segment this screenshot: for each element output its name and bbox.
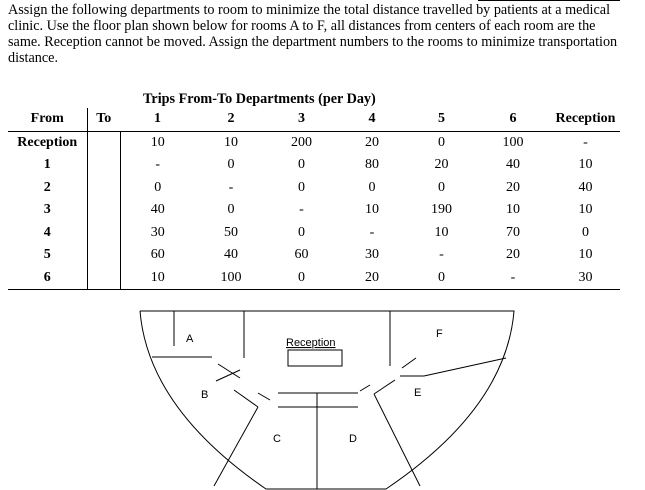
floor-plan [0, 300, 645, 490]
table-cell: 0 [298, 179, 305, 195]
table-cell: 20 [506, 179, 520, 195]
to-cell [87, 199, 120, 222]
room-label: B [201, 389, 209, 401]
table-row [8, 222, 620, 245]
table-cell: - [228, 179, 234, 195]
trips-table [8, 108, 620, 290]
table-row [8, 244, 620, 267]
table-cell: 10 [506, 202, 520, 218]
table-cell: 60 [150, 247, 165, 263]
table-title: Trips From-To Departments (per Day) [143, 91, 376, 107]
table-cell: 20 [434, 157, 449, 173]
row-label: 1 [8, 154, 87, 177]
room-label: C [273, 433, 281, 445]
column-header: Reception [551, 108, 620, 131]
column-header: 6 [475, 108, 551, 131]
table-row [8, 177, 620, 200]
table-cell: 200 [291, 134, 312, 150]
table-cell: 0 [408, 267, 475, 290]
to-cell [87, 177, 120, 200]
instructions-text: Assign the following departments to room to minimize the total distance travelled by patients at a medical clinic. Use the floor plan shown below for rooms A to F, all distances from centers of each room are the same. Reception cannot be moved. Assign the department numbers to the rooms to minimize transportation distance. [8, 2, 618, 66]
table-cell: - [369, 224, 375, 240]
table-cell: - [439, 247, 444, 263]
table-cell: 10 [578, 202, 593, 218]
table-cell: 10 [434, 224, 449, 240]
room-label: A [186, 333, 194, 345]
table-cell: 40 [150, 202, 165, 218]
row-label: 5 [8, 244, 87, 267]
wall [258, 393, 270, 400]
to-cell [87, 244, 120, 267]
table-cell: 0 [298, 157, 305, 173]
table-cell: 10 [578, 157, 593, 173]
table-cell: - [299, 202, 304, 218]
table-cell: 40 [578, 179, 593, 195]
from-header: From [8, 108, 87, 131]
wall [374, 380, 395, 394]
table-cell: 30 [551, 267, 620, 290]
table-cell: 50 [224, 224, 238, 240]
table-cell: 10 [120, 267, 195, 290]
table-cell: 10 [224, 134, 238, 150]
table-cell: 0 [438, 134, 445, 150]
row-label: Reception [8, 131, 87, 154]
table-cell: 20 [506, 247, 520, 263]
room-label: E [414, 387, 422, 399]
table-cell: 30 [365, 247, 379, 263]
table-cell: 0 [582, 224, 589, 240]
row-label: 2 [8, 177, 87, 200]
room-label: F [436, 328, 443, 340]
table-cell: 20 [336, 267, 408, 290]
table-cell: 70 [506, 224, 520, 240]
table-cell: - [475, 267, 551, 290]
table-cell: 60 [294, 247, 309, 263]
reception-label: Reception [286, 337, 336, 349]
table-cell: 190 [431, 202, 452, 218]
row-label: 4 [8, 222, 87, 245]
column-header: 3 [267, 108, 336, 131]
to-cell [87, 267, 120, 290]
table-cell: 100 [195, 267, 267, 290]
table-cell: 0 [227, 157, 235, 173]
column-header: 5 [408, 108, 475, 131]
wall [402, 358, 416, 368]
table-cell: - [155, 157, 161, 173]
table-cell: 30 [150, 224, 165, 240]
table-row [8, 199, 620, 222]
table-row [8, 131, 620, 154]
table-row [8, 154, 620, 177]
wall [374, 394, 420, 486]
top-rule [478, 0, 620, 1]
reception-desk [288, 350, 342, 366]
column-header: 1 [120, 108, 195, 131]
table-header-row [8, 108, 620, 131]
table-cell: 0 [438, 179, 445, 195]
table-cell: 10 [150, 134, 165, 150]
table-cell: 0 [227, 202, 235, 218]
room-label: D [349, 433, 357, 445]
wall [360, 385, 370, 391]
column-header: 4 [336, 108, 408, 131]
to-cell [87, 222, 120, 245]
table-cell: 0 [267, 267, 336, 290]
wall [424, 358, 506, 376]
column-header: 2 [195, 108, 267, 131]
table-cell: 10 [578, 247, 593, 263]
table-cell: 0 [298, 224, 305, 240]
table-cell: - [583, 134, 588, 150]
row-label: 6 [8, 267, 87, 290]
table-cell: 0 [154, 179, 162, 195]
table-row [8, 267, 620, 290]
table-cell: 40 [506, 157, 520, 173]
table-cell: 80 [365, 157, 379, 173]
to-header: To [87, 108, 120, 131]
to-cell [87, 154, 120, 177]
table-cell: 40 [224, 247, 238, 263]
wall [214, 407, 258, 486]
wall [234, 390, 258, 407]
table-cell: 0 [368, 179, 376, 195]
table-cell: 100 [502, 134, 524, 150]
row-label: 3 [8, 199, 87, 222]
table-cell: 10 [365, 202, 379, 218]
to-cell [87, 131, 120, 154]
table-cell: 20 [365, 134, 379, 150]
